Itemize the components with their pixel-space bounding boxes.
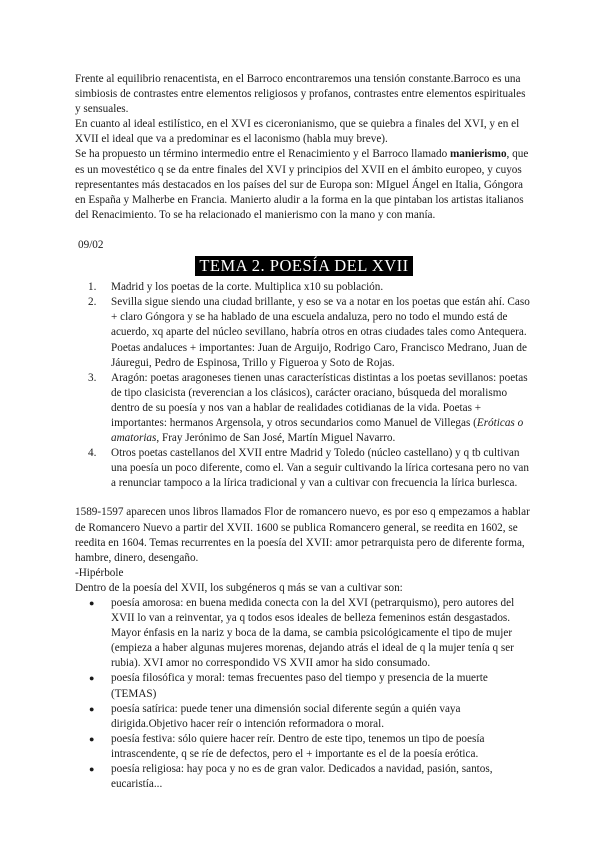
section-title: TEMA 2. POESÍA DEL XVII <box>195 256 412 276</box>
bullet-item <box>89 702 533 732</box>
paragraph-manierismo <box>75 147 533 222</box>
bullet-icon: ● <box>89 703 95 714</box>
list-item-italic: Eróticas o amatorias <box>111 416 524 445</box>
document-body <box>75 72 533 792</box>
list-item-text-after: , Fray Jerónimo de San José, Martín Miguel Navarro. <box>156 432 396 445</box>
list-item <box>89 446 533 491</box>
list-item <box>89 371 533 446</box>
paragraph-hiperbole: -Hipérbole <box>75 566 124 579</box>
spacer <box>75 491 533 505</box>
list-number: 4. <box>88 447 97 460</box>
bullet-text: poesía religiosa: hay poca y no es de gran valor. Dedicados a navidad, pasión, santos, eucaristía... <box>111 763 493 791</box>
list-number: 3. <box>88 371 97 384</box>
list-item-text: Aragón: poetas aragoneses tienen unas características distintas a los poetas sevillanos: poetas de tipo clasicista (reverencian a los clásicos), carácter oraciano, búsqueda del moralismo dentro de su poesía y nos van a hablar de realidades cotidianas de la vida. Poetas + importantes: hermanos Argensola, y otros secundarios como Manuel de Villegas ( <box>111 371 528 429</box>
bullet-item <box>89 732 533 762</box>
bullet-icon: ● <box>89 598 95 608</box>
list-number: 1. <box>88 281 97 294</box>
list-item-text: Madrid y los poetas de la corte. Multiplica x10 su población. <box>111 281 384 294</box>
numbered-list <box>75 280 533 491</box>
manierismo-text-after: , que es un movestético q se da entre finales del XVI y principios del XVII en el ámbito europeo, y cuyos representantes más destacados en los países del sur de Europa son: MIguel Ángel en Italia, Góngora en España y Malherbe en Francia. Manierto aludir a la forma en la que pintaban los artistas italianos del Renacimiento. To se ha relacionado el manierismo con la mano y con manía. <box>75 148 529 221</box>
bullet-icon: ● <box>89 733 95 744</box>
list-item-text: Otros poetas castellanos del XVII entre Madrid y Toledo (núcleo castellano) y q tb cultivan una poesía un poco diferente, como el. Van a seguir cultivando la lírica cortesana pero no van a renunciar tampoco a la lírica tradicional y van a cultivar con frecuencia la lírica burlesca. <box>111 447 529 490</box>
manierismo-term: manierismo <box>449 148 507 161</box>
bullet-icon: ● <box>89 673 95 684</box>
bullet-item <box>89 596 533 671</box>
bullet-text: poesía satírica: puede tener una dimensión social diferente según a quién vaya dirigida.Objetivo hacer reír o intención reformadora o moral. <box>111 702 461 730</box>
list-item <box>89 295 533 370</box>
bullet-text: poesía amorosa: en buena medida conecta con la del XVI (petrarquismo), pero autores del XVII lo van a reinventar, ya q todos esos ideales de belleza femeninos están desgastados. Mayor énfasis en la nariz y boca de la dama, se cambia psicológicamente el tipo de mujer (empieza a haber algunas mujeres morenas, dejando atrás el ideal de q la mujer tenía q ser rubia). XVI amor no correspondido VS XVII amor ha sido consumado. <box>111 597 515 670</box>
bullet-item <box>89 671 533 701</box>
list-number: 2. <box>88 296 97 309</box>
title-wrapper <box>75 256 533 276</box>
paragraph-subgeneros-intro: Dentro de la poesía del XVII, los subgéneros q más se van a cultivar son: <box>75 581 403 594</box>
list-item <box>89 280 533 295</box>
list-item-text: Sevilla sigue siendo una ciudad brillante, y eso se va a notar en los poetas que están ahí. Caso + claro Góngora y se ha hablado de una escuela andaluza, pero no todo el mundo está de acuerdo, xq aparte del núcleo sevillano, habría otros en otras ciudades tales como Antequera. Poetas andaluces + importantes: Juan de Arguijo, Rodrigo Caro, Francisco Medrano, Juan de Jáuregui, Pedro de Espinosa, Trillo y Figueroa y Soto de Rojas. <box>111 296 530 369</box>
bullet-text: poesía filosófica y moral: temas frecuentes paso del tiempo y presencia de la muerte (TEMAS) <box>111 672 488 700</box>
paragraph-ideal-estilistico: En cuanto al ideal estilístico, en el XVI es ciceronianismo, que se quiebra a finales del XVI, y en el XVII el ideal que va a predominar es el laconismo (habla muy breve). <box>75 118 520 146</box>
paragraph-barroco: Frente al equilibrio renacentista, en el Barroco encontraremos una tensión constante.Barroco es una simbiosis de contrastes entre elementos religiosos y profanos, contrastes entre elementos espirituales y sensuales. <box>75 73 526 116</box>
bullet-icon: ● <box>89 764 95 775</box>
bullet-list <box>75 596 533 792</box>
paragraph-romancero: 1589-1597 aparecen unos libros llamados Flor de romancero nuevo, es por eso q empezamos a hablar de Romancero Nuevo a partir del XVII. 1600 se publica Romancero general, se reedita en 1602, se reedita en 1604. Temas recurrentes en la poesía del XVII: amor petrarquista pero de diferente forma, hambre, dinero, desengaño. <box>75 506 530 564</box>
bullet-text: poesía festiva: sólo quiere hacer reír. Dentro de este tipo, tenemos un tipo de poesía intrascendente, q se ríe de defectos, pero el + importante es el de la poesía erótica. <box>111 732 485 760</box>
date-label: 09/02 <box>78 238 104 251</box>
manierismo-text-before: Se ha propuesto un término intermedio entre el Renacimiento y el Barroco llamado <box>75 148 450 161</box>
bullet-item <box>89 762 533 792</box>
